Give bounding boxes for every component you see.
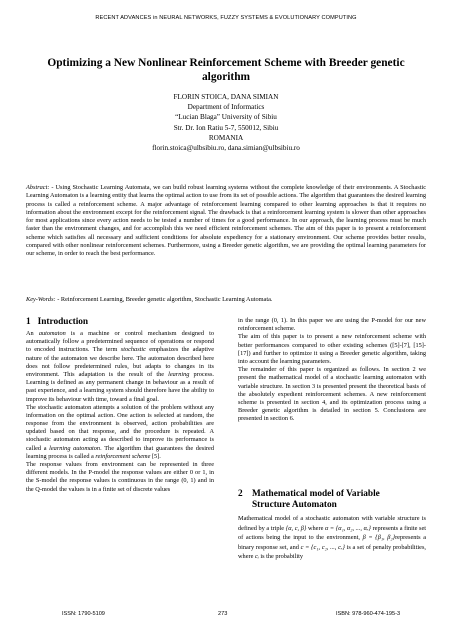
author-department: Department of Informatics — [187, 103, 265, 112]
intro-paragraph-2: The stochastic automaton attempts a solution of the problem without any information on the optimal action. One action is selected at random, the response from the environment is observed, action probabilities are updated based on that response, and the procedure is repeated. A stochastic automaton acting as described to improve its performance is called a learning automaton. The algorithm that guarantees the desired learning process is called a reinforcement scheme [5]. — [26, 403, 214, 460]
author-country: ROMANIA — [208, 133, 244, 142]
section-1-heading — [26, 317, 214, 328]
paper-title: Optimizing a New Nonlinear Reinforcement Scheme with Breeder genetic algorithm — [47, 57, 405, 83]
c-set-formula: c = {c₁, c₂, ..., cᵣ} — [300, 543, 345, 551]
alpha-set-formula: α = {α₁, α₂, ..., αᵣ} — [325, 524, 371, 532]
intro-paragraph-3: The response values from environment can be represented in three different models. In the P-model the response values are either 0 or 1, in the S-model the response values is continuous in the range (0, 1) and in the Q-model the values is in a finite set of discrete values — [26, 461, 214, 493]
section-2-number: 2 — [238, 489, 243, 499]
keywords-label: Key-Words: — [26, 296, 56, 303]
triple-formula: {α, c, β} — [285, 524, 307, 532]
right-column — [238, 317, 426, 423]
right-paragraph-1: in the range (0, 1). In this paper we are using the P-model for our new reinforcement scheme. — [238, 317, 426, 333]
abstract-label: Abstract: — [26, 184, 50, 191]
section-2-title-line-2: Structure Automaton — [252, 500, 337, 510]
right-paragraph-3: The remainder of this paper is organized as follows. In section 2 we present the mathematical model of a stochastic learning automaton with variable structure. In section 3 is presented present the theoretical basis of the absolutely expedient reinforcement schemes. A new reinforcement scheme is presented in section 4, and its optimization process using a Breeder genetic algorithm is detailed in section 5. Conclusions are presented in section 6. — [238, 366, 426, 423]
author-emails: florin.stoica@ulbsibiu.ro, dana.simian@ulbsibiu.ro — [152, 144, 300, 153]
keywords — [26, 296, 426, 304]
footer-issn: ISSN: 1790-5109 — [62, 611, 105, 617]
beta-set-formula: β = {β₁, β₂} — [362, 534, 396, 541]
intro-paragraph-1: An automaton is a machine or control mechanism designed to automatically follow a predetermined sequence of operations or respond to encoded instructions. The term stochastic emphasizes the adaptive nature of the automaton we describe here. The automaton described here does not follow predetermined rules, but adapts to changes in its environment. This adaptation is the result of the learning process. Learning is defined as any permanent change in behaviour as a result of past experience, and a learning system should therefore have the ability to improve its behaviour with time, toward a final goal. — [26, 330, 214, 403]
section-2-title-line-1: Mathematical model of Variable — [252, 489, 380, 499]
abstract-text: - Using Stochastic Learning Automata, we can build robust learning systems without the complete knowledge of their environments. A Stochastic Learning Automaton is a learning entity that learns the optimal action to use from its set of possible actions. The algorithm that guarantees the desired learning process is called a reinforcement scheme. A major advantage of reinforcement learning compared to other learning approaches is that it requires no information about the environment except for the reinforcement signal. The drawback is that a reinforcement learning system is slower than other approaches for most applications since every action needs to be tested a number of times for a good performance. In our approach, the learning process must be much faster than the environment changes, and for accomplish this we need efficient reinforcement schemes. The aim of this paper is to present a reinforcement scheme which satisfies all necessary and sufficient conditions for absolute expediency for a stationary environment. Our scheme provides better results, compared with other nonlinear reinforcement schemes. Furthermore, using a Breeder genetic algorithm, we are providing the optimal learning parameters for our scheme, in order to reach the best performance. — [26, 184, 426, 258]
author-names: FLORIN STOICA, DANA SIMIAN — [173, 93, 279, 101]
abstract — [26, 184, 426, 259]
section-2-heading — [238, 489, 426, 511]
left-column — [26, 317, 214, 494]
footer-page-number: 273 — [218, 611, 228, 617]
keywords-text: - Reinforcement Learning, Breeder genetic algorithm, Stochastic Learning Automata. — [55, 296, 273, 303]
section-1-number: 1 — [26, 317, 31, 327]
section-1-title: Introduction — [37, 317, 89, 327]
section-2-body: Mathematical model of a stochastic automaton with variable structure is defined by a triple {α, c, β} where α = {α₁, α₂, ..., αᵣ} represents a finite set of actions being the input to the environment, β = {β₁, β₂}represents a binary response set, and c = {c₁, c₂, ..., cᵣ} is a set of penalty probabilities, where cᵢ is the probability — [238, 515, 427, 560]
author-block — [0, 92, 452, 153]
right-paragraph-2: The aim of this paper is to present a new reinforcement scheme with better performances compared to other existing schemes ([5]-[7], [15]-[17]) and further to optimize it using a Breeder genetic algorithm, taking into account the learning parameters. — [238, 333, 426, 365]
footer-isbn: ISBN: 978-960-474-195-3 — [336, 611, 401, 617]
author-street: Str. Dr. Ion Ratiu 5-7, 550012, Sibiu — [173, 123, 279, 132]
running-head: RECENT ADVANCES in NEURAL NETWORKS, FUZZY SYSTEMS & EVOLUTIONARY COMPUTING — [95, 15, 357, 21]
ci-symbol: cᵢ — [254, 553, 259, 560]
author-university: “Lucian Blaga” University of Sibiu — [175, 113, 277, 122]
